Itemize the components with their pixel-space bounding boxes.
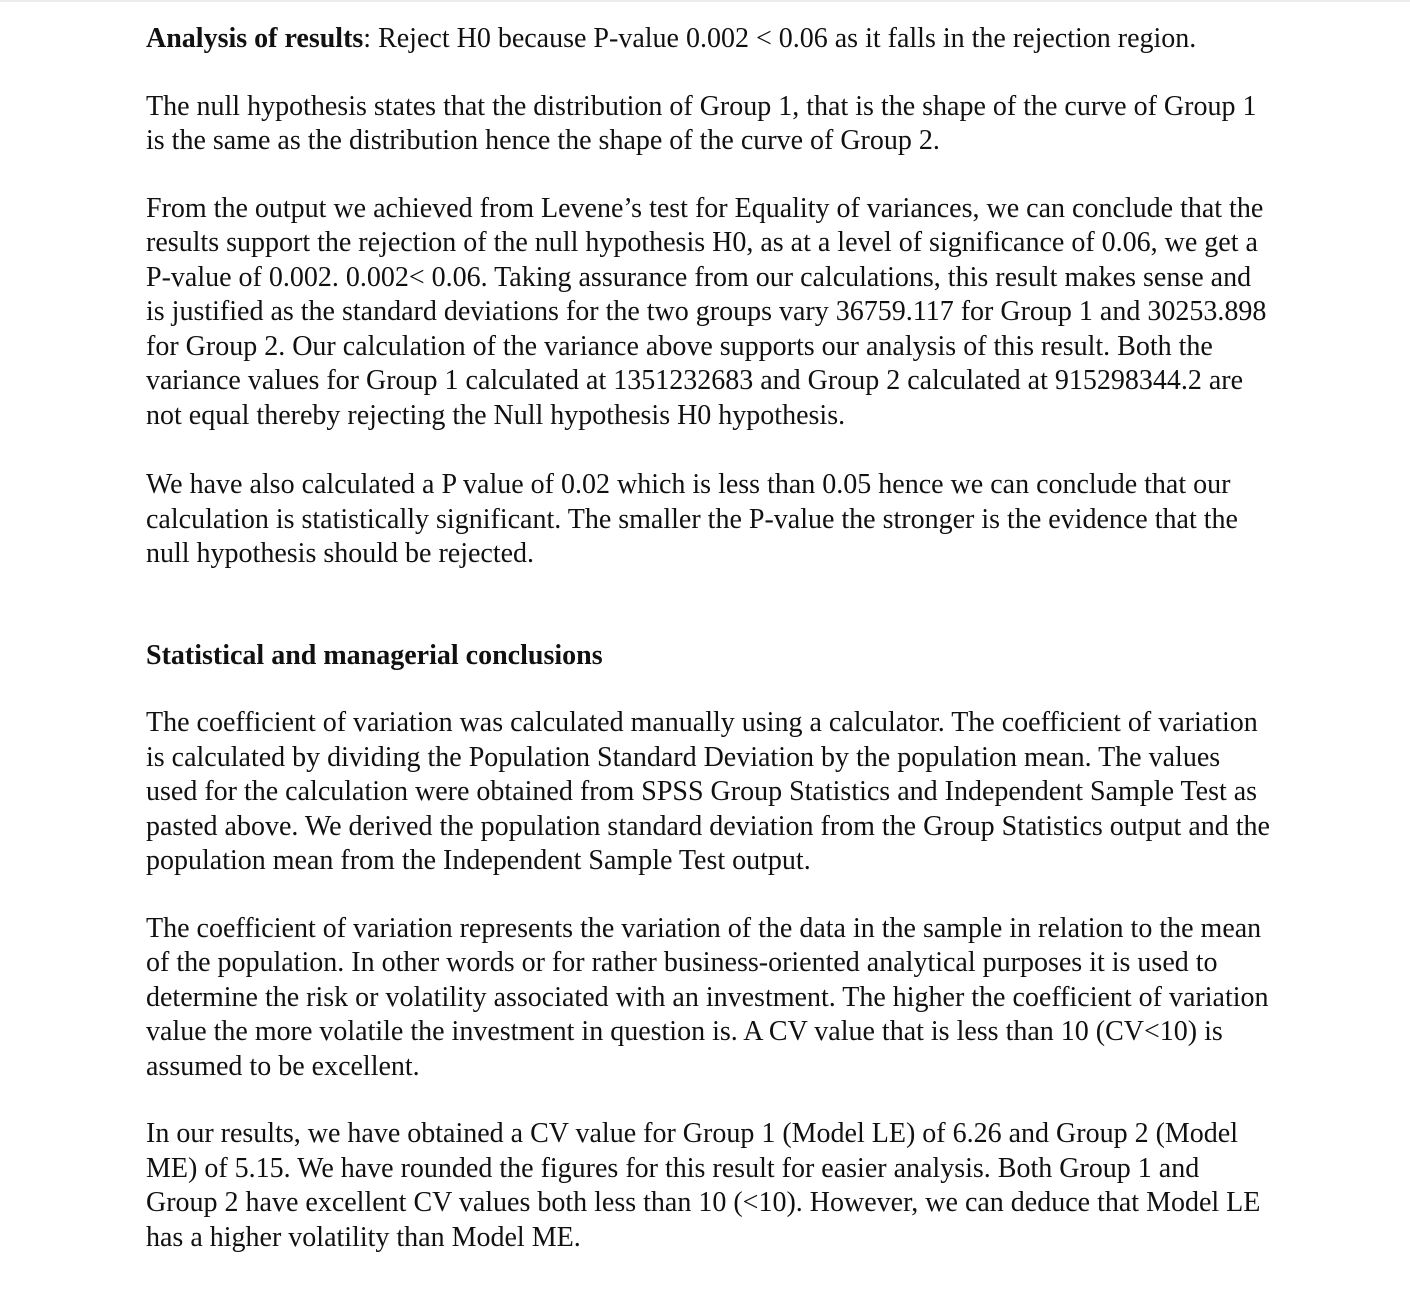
paragraph-spacer: [146, 57, 1276, 90]
analysis-text: Reject H0 because P-value 0.002 < 0.06 as it falls in the rejection region.: [371, 23, 1197, 54]
top-divider: [0, 0, 1410, 2]
document-body: [146, 22, 1276, 1255]
analysis-of-results-paragraph: [146, 22, 1276, 57]
levene-test-paragraph: From the output we achieved from Levene’s test for Equality of variances, we can conclude that the results support the rejection of the null hypothesis H0, as at a level of significance of 0.06, we get a P-value of 0.002. 0.002< 0.06. Taking assurance from our calculations, this result makes sense and is justified as the standard deviations for the two groups vary 36759.117 for Group 1 and 30253.898 for Group 2. Our calculation of the variance above supports our analysis of this result. Both the variance values for Group 1 calculated at 1351232683 and Group 2 calculated at 915298344.2 are not equal thereby rejecting the Null hypothesis H0 hypothesis.: [146, 192, 1267, 431]
cv-results-paragraph: In our results, we have obtained a CV value for Group 1 (Model LE) of 6.26 and Group 2 (Model ME) of 5.15. We have rounded the figures for this result for easier analysis. Both Group 1 and Group 2 have excellent CV values both less than 10 (<10). However, we can deduce that Model LE has a higher volatility than Model ME.: [146, 1118, 1261, 1253]
section-spacer: [146, 572, 1276, 639]
paragraph-spacer: [146, 433, 1276, 468]
paragraph-spacer: [146, 159, 1276, 192]
null-hypothesis-paragraph: The null hypothesis states that the distribution of Group 1, that is the shape of the curve of Group 1 is the same as the distribution hence the shape of the curve of Group 2.: [146, 90, 1257, 156]
cv-method-paragraph: The coefficient of variation was calculated manually using a calculator. The coefficient of variation is calculated by dividing the Population Standard Deviation by the population mean. The values used for the calculation were obtained from SPSS Group Statistics and Independent Sample Test as pasted above. We derived the population standard deviation from the Group Statistics output and the population mean from the Independent Sample Test output.: [146, 707, 1270, 876]
paragraph-spacer: [146, 1084, 1276, 1117]
analysis-separator: :: [363, 23, 372, 54]
cv-meaning-paragraph: The coefficient of variation represents the variation of the data in the sample in relation to the mean of the population. In other words or for rather business-oriented analytical purposes it is used to determine the risk or volatility associated with an investment. The higher the coefficient of variation value the more volatile the investment in question is. A CV value that is less than 10 (CV<10) is assumed to be excellent.: [146, 912, 1269, 1082]
paragraph-spacer: [146, 879, 1276, 912]
p-value-paragraph: We have also calculated a P value of 0.02 which is less than 0.05 hence we can conclude that our calculation is statistically significant. The smaller the P-value the stronger is the evidence that the null hypothesis should be rejected.: [146, 469, 1238, 569]
conclusions-heading: Statistical and managerial conclusions: [146, 639, 603, 671]
paragraph-spacer: [146, 673, 1276, 706]
analysis-label: Analysis of results: [146, 23, 364, 54]
